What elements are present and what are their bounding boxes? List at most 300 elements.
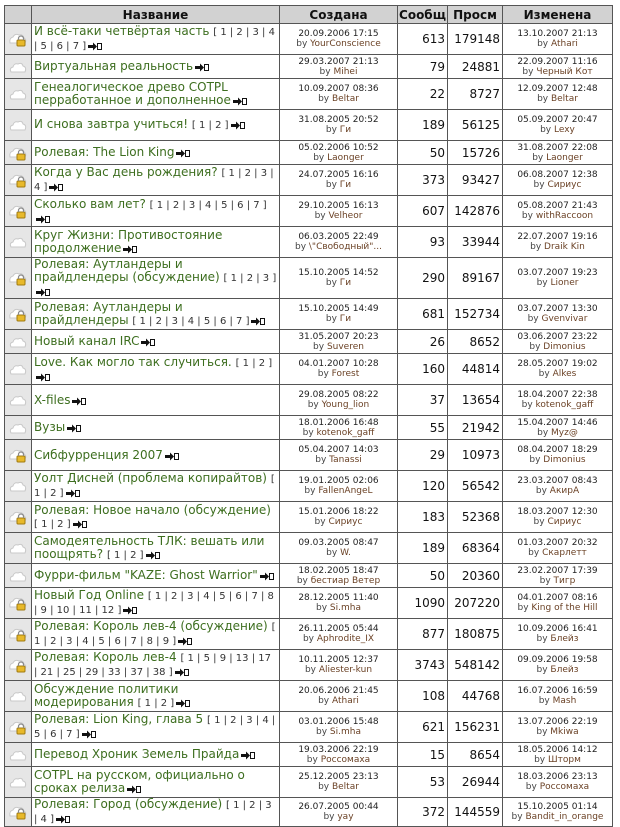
- table-row: [5, 165, 613, 196]
- created-by-user[interactable]: Velheor: [328, 211, 363, 221]
- topic-created-cell: [280, 440, 398, 471]
- created-date: 24.07.2005 16:16: [298, 170, 379, 180]
- changed-date: 03.07.2007 19:23: [517, 268, 598, 278]
- table-row: [5, 564, 613, 588]
- topic-status-cell: [5, 712, 32, 743]
- topic-status-cell: [5, 79, 32, 110]
- created-by-line: by Si.mha: [316, 603, 361, 613]
- topic-pages-links[interactable]: [ 1 | 2 ]: [137, 697, 175, 709]
- topic-title-link[interactable]: Вузы: [34, 420, 66, 434]
- topic-icon: [8, 775, 28, 791]
- changed-by-user[interactable]: Draik Kin: [544, 242, 585, 252]
- changed-by-user[interactable]: Шторм: [548, 754, 581, 765]
- created-by-user[interactable]: Россомаха: [320, 754, 371, 765]
- topic-title-link[interactable]: Ролевая: Lion King, глава 5: [34, 712, 204, 726]
- topic-changed-cell: [503, 650, 613, 681]
- topic-icon: [8, 362, 28, 378]
- table-row: [5, 354, 613, 385]
- topic-name-cell: [32, 79, 280, 110]
- goto-last-post-icon[interactable]: [233, 96, 247, 105]
- topic-views-count: 26944: [448, 767, 503, 798]
- topic-icon: [8, 569, 28, 585]
- topic-name-cell: [32, 471, 280, 502]
- topic-views-count: 8727: [448, 79, 503, 110]
- changed-date: 18.03.2006 23:13: [517, 772, 598, 782]
- topic-posts-count: 3743: [398, 650, 448, 681]
- table-row: [5, 141, 613, 165]
- topic-posts-count: 93: [398, 227, 448, 258]
- topic-pages-links[interactable]: [ 1 | 2 ]: [191, 120, 229, 131]
- goto-last-post-icon[interactable]: [141, 337, 155, 346]
- topic-name-cell: [32, 416, 280, 440]
- table-row: [5, 798, 613, 827]
- topic-created-cell: [280, 712, 398, 743]
- topic-pages-links[interactable]: [ 1 | 2 ]: [34, 518, 71, 530]
- created-by-user[interactable]: Young_lion: [321, 400, 370, 410]
- topic-title-link[interactable]: Ролевая: Аутландеры и прайдлендеры: [34, 299, 183, 327]
- topic-views-count: 179148: [448, 24, 503, 55]
- topic-status-cell: [5, 141, 32, 165]
- created-by-user[interactable]: Si.mha: [329, 603, 361, 613]
- changed-date: 03.07.2007 13:30: [517, 304, 598, 314]
- changed-by-user[interactable]: King of the Hill: [531, 603, 598, 613]
- created-by-line: by бестиар Ветер: [296, 575, 381, 586]
- topic-status-cell: [5, 502, 32, 533]
- posts-column-header[interactable]: Сообщ: [399, 7, 446, 22]
- topic-title-link[interactable]: Уолт Дисней (проблема копирайтов): [34, 471, 267, 485]
- topic-title-link[interactable]: Новый Год Online: [34, 588, 145, 602]
- changed-date: 22.07.2007 19:16: [517, 232, 598, 242]
- topic-name-cell: [32, 227, 280, 258]
- created-by-user[interactable]: yay: [337, 812, 354, 822]
- topic-title-link[interactable]: Генеалогическое древо COTPL перработанное и дополненное: [34, 80, 231, 107]
- created-by-user[interactable]: W.: [340, 548, 351, 558]
- topic-icon: [8, 60, 28, 76]
- table-row: [5, 681, 613, 712]
- topic-pages-links[interactable]: [ 1 | 2 | 3 | 4 | 5 | 6 | 7 ]: [132, 315, 250, 327]
- changed-by-line: by Lioner: [536, 278, 579, 288]
- topic-created-cell: [280, 681, 398, 712]
- topic-status-cell: [5, 471, 32, 502]
- changed-by-line: by Блейз: [536, 665, 579, 675]
- changed-date: 04.01.2007 08:16: [517, 593, 598, 603]
- changed-by-line: by Скарлетт: [528, 548, 587, 558]
- topic-changed-cell: [503, 743, 613, 767]
- icon-column-header: [5, 6, 32, 24]
- topic-changed-cell: [503, 440, 613, 471]
- created-date: 05.02.2006 10:52: [298, 142, 379, 153]
- topic-name-cell: [32, 564, 280, 588]
- created-date: 10.09.2007 08:36: [298, 84, 379, 94]
- topic-views-count: 93427: [448, 165, 503, 196]
- goto-last-post-icon[interactable]: [67, 423, 81, 432]
- goto-last-post-icon[interactable]: [36, 214, 50, 223]
- created-date: 18.01.2006 16:48: [298, 417, 379, 428]
- changed-by-line: by Beltar: [537, 94, 578, 104]
- topic-status-cell: [5, 258, 32, 299]
- topic-title-link[interactable]: Ролевая: Новое начало (обсуждение): [34, 502, 271, 517]
- created-by-line: by Ги: [325, 314, 352, 324]
- topic-title-link[interactable]: Сибфурренция 2007: [34, 447, 163, 462]
- created-by-line: by Ги: [325, 278, 352, 288]
- locked-topic-icon: [8, 448, 28, 464]
- goto-last-post-icon[interactable]: [165, 451, 179, 460]
- topic-pages-links[interactable]: [ 1 | 2 | 3 | 4 | 5 | 6 | 7 ]: [34, 27, 275, 52]
- topic-title-link[interactable]: Круг Жизни: Противостояние продолжение: [34, 228, 223, 255]
- changed-by-user[interactable]: Lexy: [554, 125, 575, 135]
- created-by-line: by \"Свободный"...: [294, 242, 382, 252]
- created-column-header[interactable]: Создана: [280, 6, 398, 24]
- changed-by-user[interactable]: Блейз: [550, 665, 579, 675]
- topic-status-cell: [5, 619, 32, 650]
- topic-name-cell: [32, 110, 280, 141]
- goto-last-post-icon[interactable]: [260, 571, 274, 580]
- topic-views-count: 8652: [448, 330, 503, 354]
- changed-by-user[interactable]: Скарлетт: [542, 548, 587, 558]
- changed-by-user[interactable]: Тигр: [553, 575, 576, 586]
- created-by-user[interactable]: YourConscience: [310, 39, 381, 49]
- created-by-user[interactable]: Beltar: [331, 94, 359, 104]
- changed-by-user[interactable]: Dimonius: [543, 341, 586, 352]
- created-date: 03.01.2006 15:48: [298, 717, 379, 727]
- topic-changed-cell: [503, 258, 613, 299]
- goto-last-post-icon[interactable]: [123, 605, 137, 614]
- topic-title-link[interactable]: Новый канал IRC: [34, 334, 140, 348]
- goto-last-post-icon[interactable]: [72, 396, 86, 405]
- topic-icon: [8, 689, 28, 705]
- topic-posts-count: 613: [398, 24, 448, 55]
- topic-created-cell: [280, 798, 398, 827]
- name-column-header[interactable]: Название: [32, 6, 280, 24]
- created-by-user[interactable]: Ги: [339, 314, 352, 324]
- created-by-user[interactable]: \"Свободный"...: [308, 242, 382, 252]
- topic-created-cell: [280, 55, 398, 79]
- topic-changed-cell: [503, 533, 613, 564]
- changed-by-user[interactable]: Beltar: [550, 94, 578, 104]
- changed-by-user[interactable]: Черный Кот: [536, 66, 593, 77]
- changed-by-user[interactable]: Россомаха: [539, 782, 590, 792]
- changed-by-user[interactable]: kotenok_gaff: [535, 400, 594, 410]
- topic-created-cell: [280, 196, 398, 227]
- locked-topic-icon: [8, 720, 28, 736]
- topic-created-cell: [280, 619, 398, 650]
- topic-created-cell: [280, 767, 398, 798]
- created-date: 10.11.2005 12:37: [298, 655, 379, 665]
- topic-pages-links[interactable]: [ 1 | 2 | 3 | 4 | 5 | 6 | 7 ]: [149, 199, 267, 211]
- created-by-user[interactable]: Athari: [331, 696, 359, 706]
- topic-status-cell: [5, 416, 32, 440]
- topic-posts-count: 372: [398, 798, 448, 827]
- topic-title-link[interactable]: Когда у Вас день рождения?: [34, 165, 218, 179]
- topic-posts-count: 120: [398, 471, 448, 502]
- changed-by-user[interactable]: Gvenvivar: [541, 314, 588, 324]
- topic-name-cell: [32, 258, 280, 299]
- changed-by-user[interactable]: Mash: [552, 696, 577, 706]
- locked-topic-icon: [8, 805, 28, 821]
- topic-status-cell: [5, 767, 32, 798]
- goto-last-post-icon[interactable]: [82, 729, 96, 738]
- topic-icon: [8, 393, 28, 409]
- topic-pages-links[interactable]: [ 1 | 2 | 3 | 4 ]: [34, 168, 274, 193]
- topic-title-link[interactable]: Ролевая: Город (обсуждение): [34, 797, 223, 811]
- changed-by-line: by Блейз: [536, 634, 579, 644]
- changed-by-user[interactable]: withRaccoon: [535, 211, 594, 221]
- changed-by-user[interactable]: Athari: [550, 39, 578, 49]
- topic-changed-cell: [503, 165, 613, 196]
- table-header-row: [5, 6, 613, 24]
- topic-icon: [8, 421, 28, 437]
- changed-by-user[interactable]: Lioner: [550, 278, 579, 288]
- topic-icon: [8, 479, 28, 495]
- goto-last-post-icon[interactable]: [231, 120, 245, 129]
- goto-last-post-icon[interactable]: [178, 636, 192, 645]
- topic-views-count: 13654: [448, 385, 503, 416]
- topic-created-cell: [280, 533, 398, 564]
- table-row: [5, 227, 613, 258]
- topic-pages-links[interactable]: [ 1 | 2 | 3 ]: [223, 273, 277, 284]
- changed-date: 09.09.2006 19:58: [517, 655, 598, 665]
- changed-by-user[interactable]: Alkes: [552, 369, 577, 379]
- changed-by-user[interactable]: Laonger: [546, 152, 583, 163]
- changed-by-user[interactable]: Сириус: [547, 180, 582, 190]
- topic-posts-count: 290: [398, 258, 448, 299]
- topic-name-cell: [32, 385, 280, 416]
- topic-title-link[interactable]: И снова завтра учиться!: [34, 117, 189, 131]
- changed-date: 23.02.2007 17:39: [517, 565, 598, 576]
- topic-views-count: 56125: [448, 110, 503, 141]
- topic-created-cell: [280, 141, 398, 165]
- created-by-line: by Suveren: [313, 341, 364, 352]
- topic-pages-links[interactable]: [ 1 | 2 ]: [34, 474, 275, 499]
- topic-status-cell: [5, 681, 32, 712]
- topic-name-cell: [32, 502, 280, 533]
- changed-column-header[interactable]: Изменена: [503, 6, 613, 24]
- goto-last-post-icon[interactable]: [88, 41, 102, 50]
- topic-pages-links[interactable]: [ 1 | 2 ]: [106, 549, 144, 561]
- locked-topic-icon: [8, 204, 28, 220]
- topic-views-count: 156231: [448, 712, 503, 743]
- created-by-user[interactable]: Tanassi: [329, 455, 362, 465]
- created-date: 29.03.2007 21:13: [298, 56, 379, 67]
- goto-last-post-icon[interactable]: [251, 316, 265, 325]
- topic-changed-cell: [503, 227, 613, 258]
- changed-by-line: by Athari: [537, 39, 578, 49]
- topic-created-cell: [280, 650, 398, 681]
- created-by-user[interactable]: FallenAngeL: [318, 486, 373, 496]
- topic-created-cell: [280, 588, 398, 619]
- topic-title-link[interactable]: Виртуальная реальность: [34, 59, 194, 73]
- changed-date: 01.03.2007 20:32: [517, 538, 598, 548]
- created-by-line: by Forest: [317, 369, 360, 379]
- views-column-header[interactable]: Просм: [448, 6, 503, 24]
- topic-status-cell: [5, 798, 32, 827]
- topic-changed-cell: [503, 330, 613, 354]
- topic-created-cell: [280, 24, 398, 55]
- topic-changed-cell: [503, 196, 613, 227]
- created-date: 31.08.2005 20:52: [298, 115, 379, 125]
- topic-title-link[interactable]: Love. Как могло так случиться.: [34, 354, 232, 369]
- changed-by-user[interactable]: АкирА: [549, 486, 580, 496]
- goto-last-post-icon[interactable]: [241, 750, 255, 759]
- goto-last-post-icon[interactable]: [49, 182, 63, 191]
- goto-last-post-icon[interactable]: [176, 698, 190, 707]
- changed-by-user[interactable]: Mkiwa: [550, 727, 579, 737]
- topic-views-count: 52368: [448, 502, 503, 533]
- goto-last-post-icon[interactable]: [123, 244, 137, 253]
- goto-last-post-icon[interactable]: [73, 519, 87, 528]
- created-date: 29.08.2005 08:22: [298, 390, 379, 400]
- topic-status-cell: [5, 440, 32, 471]
- topic-title-link[interactable]: Перевод Хроник Земель Прайда: [34, 747, 240, 761]
- topic-title-link[interactable]: Обсуждение политики модерирования: [34, 681, 179, 709]
- topic-icon: [8, 118, 28, 134]
- created-by-line: by Young_lion: [307, 400, 370, 410]
- created-by-line: by Ги: [325, 180, 352, 190]
- created-date: 09.03.2005 08:47: [298, 538, 379, 548]
- topic-status-cell: [5, 55, 32, 79]
- topic-views-count: 24881: [448, 55, 503, 79]
- goto-last-post-icon[interactable]: [36, 287, 50, 296]
- changed-by-user[interactable]: Dimonius: [543, 455, 586, 465]
- table-row: [5, 330, 613, 354]
- created-by-user[interactable]: бестиар Ветер: [310, 575, 381, 586]
- changed-by-line: by Myz@: [537, 427, 578, 438]
- topic-views-count: 152734: [448, 299, 503, 330]
- topic-icon: [8, 748, 28, 764]
- topic-title-link[interactable]: И всё-таки четвёртая часть: [34, 24, 210, 38]
- created-by-user[interactable]: kotenok_gaff: [316, 427, 375, 438]
- changed-date: 15.04.2007 14:46: [517, 417, 598, 428]
- created-date: 20.09.2006 17:15: [298, 29, 379, 39]
- topic-name-cell: [32, 619, 280, 650]
- topic-pages-links[interactable]: [ 1 | 2 | 3 | 4 | 5 | 6 | 7 | 8 | 9 | 10 | 11 | 12 ]: [34, 591, 274, 616]
- created-by-line: by Россомаха: [306, 754, 371, 765]
- changed-by-user[interactable]: Bandit_in_orange: [525, 812, 604, 822]
- topic-created-cell: [280, 743, 398, 767]
- topic-name-cell: [32, 330, 280, 354]
- goto-last-post-icon[interactable]: [56, 814, 70, 823]
- changed-by-line: by Bandit_in_orange: [511, 812, 604, 822]
- topic-pages-links[interactable]: [ 1 | 2 ]: [235, 357, 273, 369]
- created-by-user[interactable]: Ги: [339, 180, 352, 190]
- changed-by-line: by kotenok_gaff: [521, 400, 594, 410]
- topic-pages-links[interactable]: [ 1 | 2 | 3 | 4 | 5 | 6 | 7 ]: [34, 715, 276, 740]
- topic-name-cell: [32, 165, 280, 196]
- created-by-user[interactable]: Aphrodite_IX: [316, 634, 375, 644]
- changed-by-user[interactable]: Сириус: [547, 517, 582, 527]
- changed-date: 06.08.2007 12:38: [517, 170, 598, 180]
- created-by-user[interactable]: Ги: [339, 125, 352, 135]
- topic-views-count: 207220: [448, 588, 503, 619]
- topic-title-link[interactable]: COTPL на русском, официально о сроках релиза: [34, 768, 245, 795]
- created-by-user[interactable]: Suveren: [326, 341, 364, 352]
- topic-status-cell: [5, 743, 32, 767]
- topic-name-cell: [32, 712, 280, 743]
- topic-title-link[interactable]: Сколько вам лет?: [34, 196, 146, 211]
- changed-date: 18.03.2007 12:30: [517, 507, 598, 517]
- created-by-user[interactable]: Сириус: [328, 517, 363, 527]
- created-by-line: by W.: [326, 548, 351, 558]
- goto-last-post-icon[interactable]: [195, 62, 209, 71]
- topic-views-count: 21942: [448, 416, 503, 440]
- topic-posts-count: 160: [398, 354, 448, 385]
- topic-created-cell: [280, 502, 398, 533]
- created-by-user[interactable]: Forest: [331, 369, 360, 379]
- topic-title-link[interactable]: Ролевая: Аутландеры и прайдлендеры (обсуждение): [34, 257, 220, 284]
- created-by-user[interactable]: Mihei: [333, 66, 358, 77]
- created-date: 05.04.2007 14:03: [298, 445, 379, 455]
- locked-topic-icon: [8, 596, 28, 612]
- created-by-user[interactable]: Beltar: [331, 782, 359, 792]
- created-date: 19.01.2005 02:06: [298, 476, 379, 486]
- changed-date: 13.07.2006 22:19: [517, 717, 598, 727]
- locked-topic-icon: [8, 271, 28, 287]
- changed-date: 05.08.2007 21:43: [517, 201, 598, 211]
- topic-name-cell: [32, 650, 280, 681]
- table-row: [5, 79, 613, 110]
- created-by-user[interactable]: Aliester-kun: [318, 665, 373, 675]
- topic-views-count: 33944: [448, 227, 503, 258]
- topic-title-link[interactable]: Ролевая: The Lion King: [34, 145, 175, 159]
- created-by-user[interactable]: Ги: [339, 278, 352, 288]
- topic-pages-links[interactable]: [ 1 | 2 | 3 | 4 | 5 | 6 | 7 | 8 | 9 ]: [34, 622, 276, 647]
- created-date: 26.11.2005 05:44: [298, 624, 379, 634]
- topic-title-link[interactable]: Ролевая: Король лев-4: [34, 650, 177, 664]
- topic-changed-cell: [503, 588, 613, 619]
- topic-status-cell: [5, 24, 32, 55]
- table-row: [5, 385, 613, 416]
- topic-pages-links[interactable]: [ 1 | 2 | 3 | 4 ]: [34, 800, 272, 825]
- topic-changed-cell: [503, 79, 613, 110]
- topic-changed-cell: [503, 502, 613, 533]
- topic-changed-cell: [503, 681, 613, 712]
- topic-title-link[interactable]: X-files: [34, 392, 71, 407]
- topic-changed-cell: [503, 767, 613, 798]
- topic-changed-cell: [503, 564, 613, 588]
- changed-by-user[interactable]: Myz@: [551, 427, 578, 438]
- created-by-line: by Mihei: [319, 66, 358, 77]
- topic-title-link[interactable]: Ролевая: Король лев-4 (обсуждение): [34, 619, 268, 633]
- topic-created-cell: [280, 165, 398, 196]
- goto-last-post-icon[interactable]: [66, 488, 80, 497]
- goto-last-post-icon[interactable]: [36, 372, 50, 381]
- topic-created-cell: [280, 416, 398, 440]
- goto-last-post-icon[interactable]: [176, 148, 190, 157]
- topic-name-cell: [32, 55, 280, 79]
- created-by-user[interactable]: Laonger: [327, 152, 364, 163]
- locked-topic-icon: [8, 658, 28, 674]
- topic-posts-count: 681: [398, 299, 448, 330]
- changed-by-user[interactable]: Блейз: [550, 634, 579, 644]
- topic-title-link[interactable]: Фурри-фильм "KAZE: Ghost Warrior": [34, 568, 258, 582]
- goto-last-post-icon[interactable]: [146, 550, 160, 559]
- created-by-user[interactable]: Si.mha: [329, 727, 361, 737]
- topic-posts-count: 22: [398, 79, 448, 110]
- changed-date: 13.10.2007 21:13: [517, 29, 598, 39]
- goto-last-post-icon[interactable]: [175, 667, 189, 676]
- topic-posts-count: 183: [398, 502, 448, 533]
- topic-title-link[interactable]: Самодеятельность ТЛК: вешать или поощрять?: [34, 533, 265, 561]
- table-row: [5, 196, 613, 227]
- changed-by-line: by Dimonius: [529, 455, 586, 465]
- topic-created-cell: [280, 299, 398, 330]
- goto-last-post-icon[interactable]: [127, 784, 141, 793]
- topic-pages-links[interactable]: [ 1 | 5 | 9 | 13 | 17 | 21 | 25 | 29 | 33 | 37 | 38 ]: [34, 653, 271, 678]
- topic-views-count: 89167: [448, 258, 503, 299]
- topic-created-cell: [280, 227, 398, 258]
- topic-created-cell: [280, 354, 398, 385]
- created-by-line: by Laonger: [313, 152, 364, 163]
